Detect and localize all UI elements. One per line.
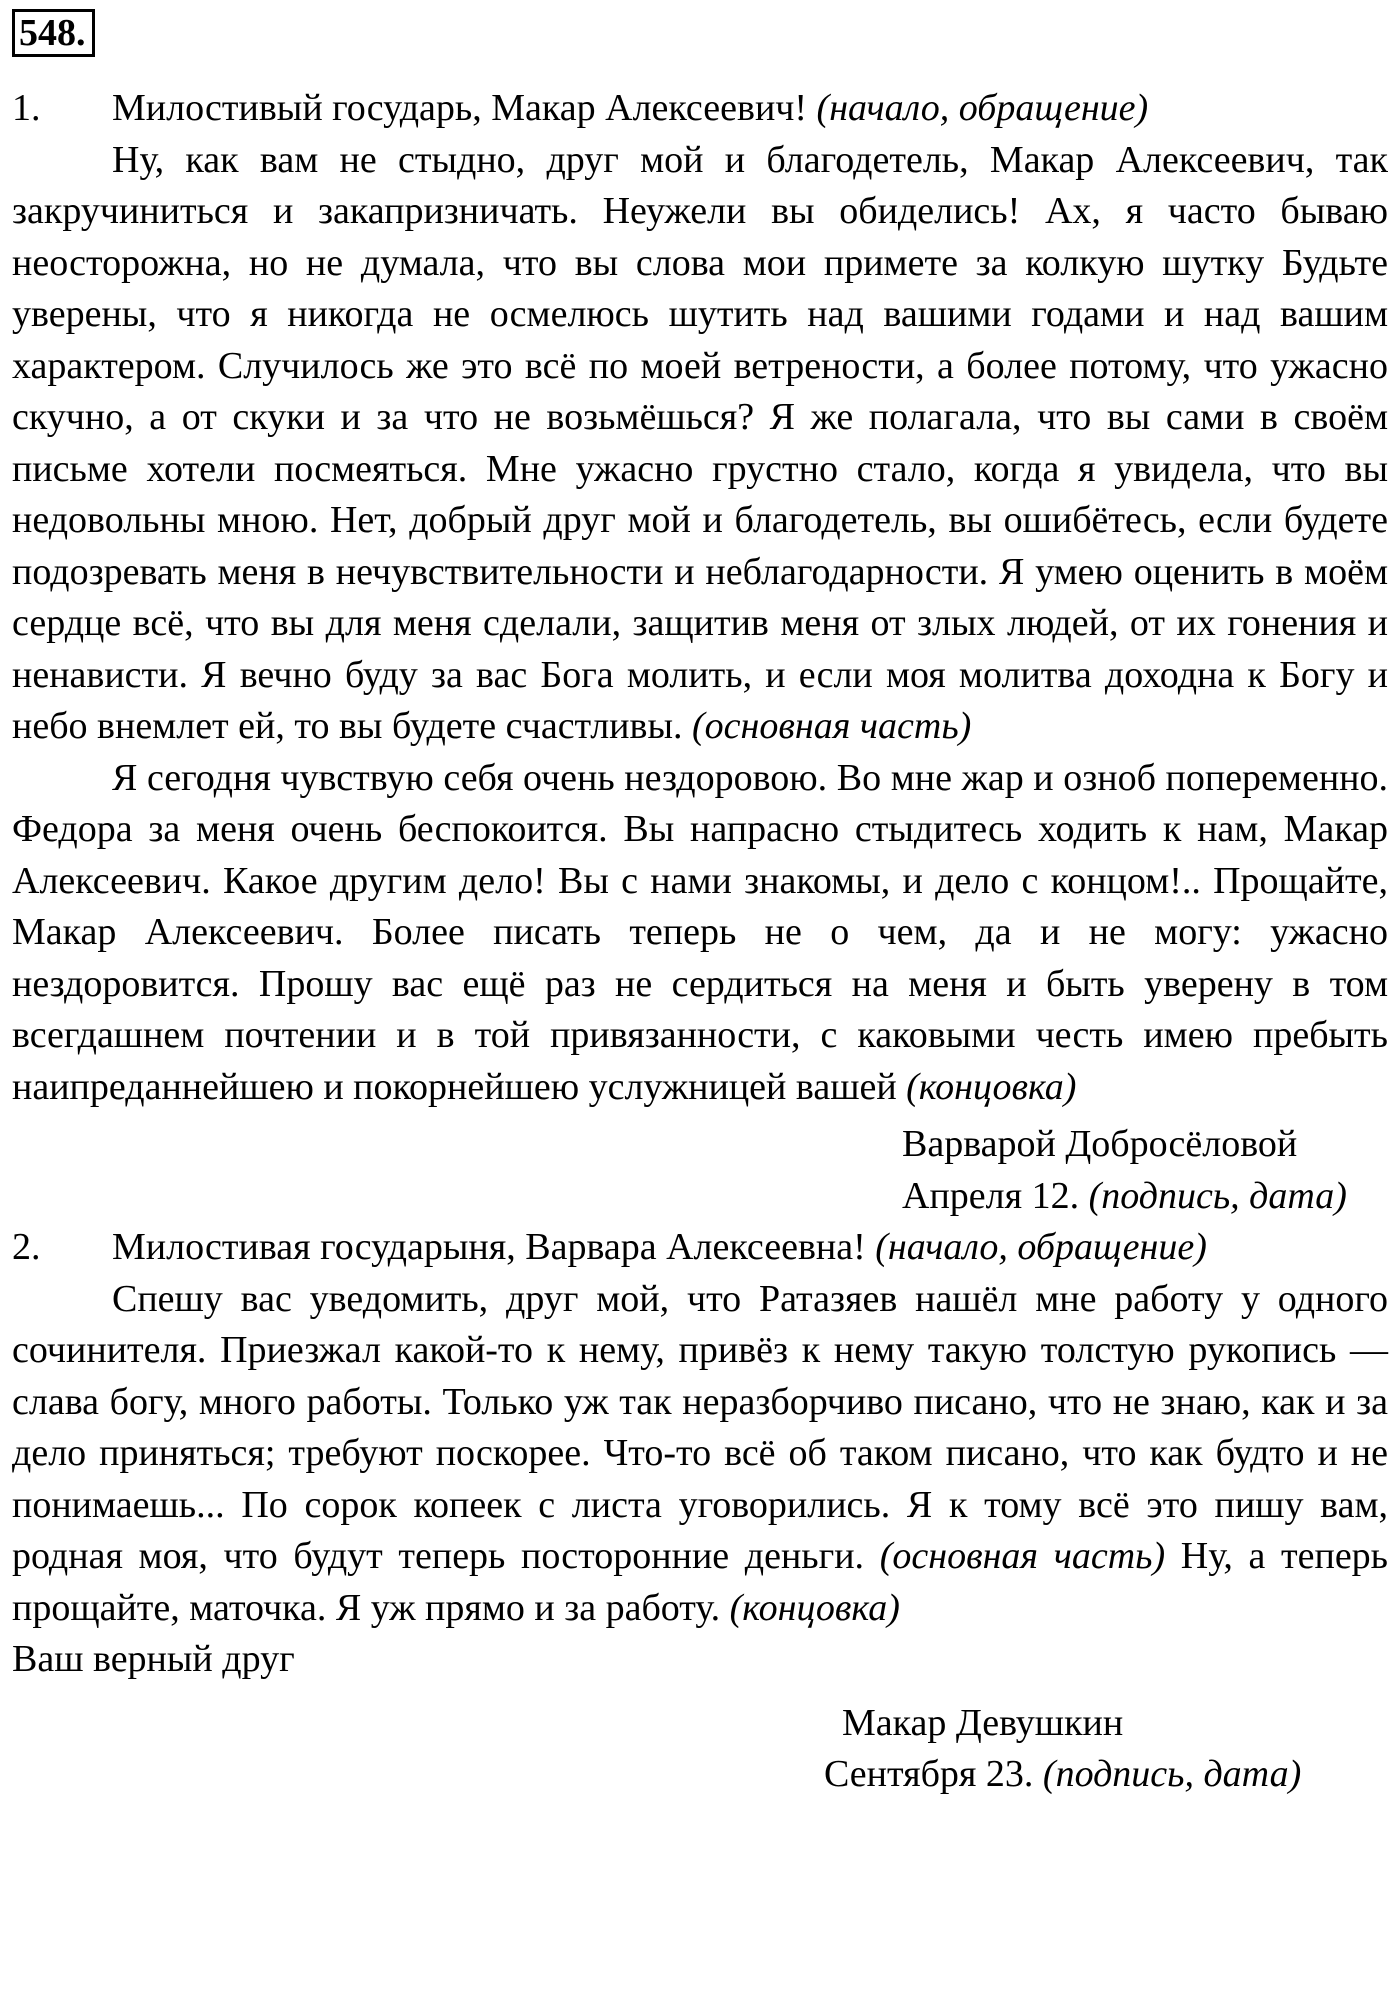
letter-2-signature: Макар Девушкин: [842, 1701, 1124, 1744]
letter-1-signature: Варварой Добросёловой: [902, 1123, 1298, 1165]
letter-2-sign-note: (подпись, дата): [1042, 1753, 1302, 1795]
letter-2-greeting-line: [12, 1222, 1388, 1274]
letter-1-date: Апреля 12.: [902, 1174, 1080, 1217]
exercise-sheet: [12, 8, 1388, 1801]
letter-2-main-paragraph: [12, 1274, 1388, 1635]
letter-2-greeting: Милостивая государыня, Варвара Алексеевна!: [112, 1226, 866, 1268]
letter-2-closing: Ваш верный друг: [12, 1638, 295, 1680]
letter-2-ending-note: (концовка): [729, 1586, 900, 1629]
letter-1-main-paragraph: [12, 135, 1388, 753]
letter-2-ending-text: Ну, а теперь прощайте, маточка. Я уж прямо и за работу.: [12, 1535, 1389, 1629]
letter-1-main-note: (основная часть): [692, 705, 972, 747]
letter-2-main-text: Спешу вас уведомить, друг мой, что Ратазяев нашёл мне работу у одного сочинителя. Приезжал какой-то к нему, привёз к нему такую толстую рукопись — слава богу, много работы. Только уж так неразборчиво писано, что не знаю, как и за дело приняться; требуют поскорее. Что-то всё об таком писано, что как будто и не понимаешь... По сорок копеек с листа уговорились. Я к тому всё это пишу вам, родная моя, что будут теперь посторонние деньги.: [12, 1277, 1388, 1577]
letter-1-signature-block: [902, 1119, 1388, 1222]
letter-1-greeting-note: (начало, обращение): [816, 87, 1149, 129]
letter-1-ending-text: Я сегодня чувствую себя очень нездоровою. Во мне жар и озноб попеременно. Федора за меня очень беспокоится. Вы напрасно стыдитесь ходить к нам, Макар Алексеевич. Какое другим дело! Вы с нами знакомы, и дело с концом!.. Прощайте, Макар Алексеевич. Более писать теперь не о чем, да и не могу: ужасно нездоровится. Прошу вас ещё раз не сердиться на меня и быть уверену в том всегдашнем почтении и в той привязанности, с каковыми честь имею пребыть наипреданнейшею и покорнейшею услужницей вашей: [12, 756, 1388, 1108]
letter-1-ending-paragraph: [12, 753, 1388, 1114]
letter-1-main-text: Ну, как вам не стыдно, друг мой и благодетель, Макар Алексеевич, так закручиниться и закапризничать. Неужели вы обиделись! Ах, я часто бываю неосторожна, но не думала, что вы слова мои примете за колкую шутку Будьте уверены, что я никогда не осмелюсь шутить над вашими годами и над вашим характером. Случилось же это всё по моей ветрености, а более потому, что ужасно скучно, а от скуки и за что не возьмёшься? Я же полагала, что вы сами в своём письме хотели посмеяться. Мне ужасно грустно стало, когда я увидела, что вы недовольны мною. Нет, добрый друг мой и благодетель, вы ошибётесь, если будете подозревать меня в нечувствительности и неблагодарности. Я умею оценить в моём сердце всё, что вы для меня сделали, защитив меня от злых людей, от их гонения и ненависти. Я вечно буду за вас Бога молить, и если моя молитва доходна к Богу и небо внемлет ей, то вы будете счастливы.: [12, 138, 1388, 747]
letter-2-greeting-note: (начало, обращение): [875, 1226, 1207, 1268]
letter-1: [12, 83, 1388, 1222]
task-number: 548.: [12, 9, 95, 57]
letter-2-main-note: (основная часть): [879, 1535, 1166, 1577]
letter-1-greeting-line: [12, 83, 1388, 135]
letter-1-greeting: Милостивый государь, Макар Алексеевич!: [112, 87, 808, 129]
letter-2-date-line: [824, 1749, 1388, 1801]
letter-2: [12, 1222, 1388, 1801]
letter-2-number: 2.: [12, 1226, 41, 1268]
letter-1-ending-note: (концовка): [906, 1065, 1077, 1108]
letter-2-date: Сентября 23.: [824, 1753, 1034, 1795]
letter-2-signature-block: [824, 1698, 1388, 1801]
letter-1-date-line: [902, 1171, 1388, 1223]
letter-1-sign-note: (подпись, дата): [1088, 1174, 1347, 1217]
letter-1-number: 1.: [12, 87, 41, 129]
